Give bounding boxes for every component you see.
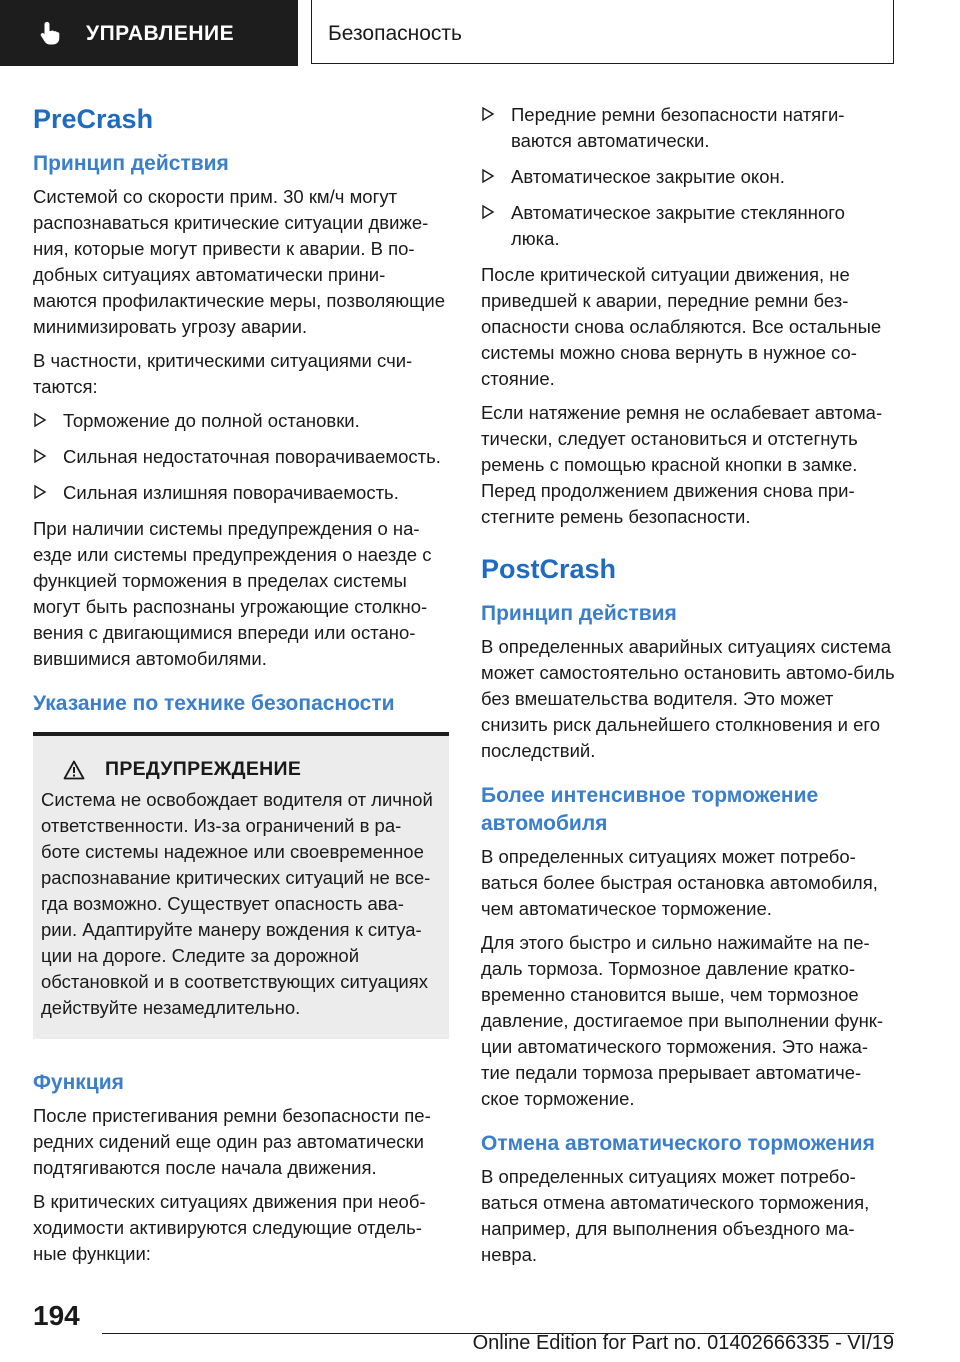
paragraph: В определенных аварийных ситуациях система может самостоятельно остановить автомо-биль без вмешательства водителя. Это может снизить риск дальнейшего столкновения и его последствий. (481, 636, 895, 761)
list-item (481, 164, 897, 190)
triangle-bullet-icon (33, 483, 47, 501)
hand-pointer-icon (38, 20, 64, 46)
warning-header (41, 758, 439, 781)
chapter-tab[interactable] (0, 0, 298, 66)
list-item (33, 444, 449, 470)
list-item-text: Сильная недостаточная поворачиваемость. (63, 446, 441, 467)
warning-box (33, 732, 449, 1039)
cancel-heading: Отмена автоматического торможения (481, 1132, 875, 1155)
paragraph: В частности, критическими ситуациями счи-таются: (33, 350, 413, 397)
braking-heading: Более интенсивное торможение автомобиля (481, 784, 819, 835)
paragraph: В определенных ситуациях может потребо-ваться более быстрая остановка автомобиля, чем автоматическое торможение. (481, 846, 878, 919)
paragraph: В критических ситуациях движения при необ-ходимости активируются следующие отдель-ные функции: (33, 1191, 426, 1264)
list-item (481, 200, 897, 252)
paragraph: В определенных ситуациях может потребо-ваться отмена автоматического торможения, например, для выполнения объездного ма-невра. (481, 1166, 870, 1265)
section-tab[interactable] (311, 0, 894, 64)
postcrash-title: PostCrash (481, 554, 617, 584)
list-item-text: Передние ремни безопасности натяги-ваются автоматически. (511, 104, 845, 151)
function-heading: Функция (33, 1071, 124, 1094)
page-header (0, 0, 960, 66)
list-item (33, 408, 449, 434)
warning-text: Система не освобождает водителя от личной ответственности. Из-за ограничений в ра-боте системы надежное или своевременное распознавание критических ситуаций не все-гда возможно. Существует опасность ава-рии. Адаптируйте манеру вождения к ситуа-ции на дороге. Следите за дорожной обстановкой и в соответствующих ситуациях действуйте незамедлительно. (41, 789, 433, 1018)
list-item (481, 102, 897, 154)
functions-list (481, 102, 897, 252)
list-item-text: Автоматическое закрытие стеклянного люка. (511, 202, 845, 249)
paragraph: Если натяжение ремня не ослабевает автома-тически, следует остановиться и отстегнуть ремень с помощью красной кнопки в замке. Перед продолжением движения снова при-стегните ремень безопасности. (481, 402, 883, 527)
warning-triangle-icon (63, 760, 85, 780)
paragraph: Для этого быстро и сильно нажимайте на пе-даль тормоза. Тормозное давление кратко-временно становится выше, чем тормозное давление, достигаемое при выполнении функ-ции автоматического торможения. Это нажа-тие педали тормоза прерывает автоматиче-ское торможение. (481, 932, 884, 1109)
right-column (481, 96, 897, 1276)
chapter-label: УПРАВЛЕНИЕ (86, 22, 235, 45)
triangle-bullet-icon (33, 411, 47, 429)
warning-title: ПРЕДУПРЕЖДЕНИЕ (105, 758, 302, 780)
paragraph: Системой со скорости прим. 30 км/ч могут распознаваться критические ситуации движе-ния, которые могут привести к аварии. В по-добных ситуациях автоматически прини-маются профилактические меры, позволяющие минимизировать угрозу аварии. (33, 186, 446, 337)
paragraph: После критической ситуации движения, не приведшей к аварии, передние ремни без-опасности снова ослабляются. Все остальные системы можно снова вернуть в нужное со-стояние. (481, 264, 882, 389)
safety-heading: Указание по технике безопасности (33, 692, 395, 715)
triangle-bullet-icon (33, 447, 47, 465)
critical-situations-list (33, 408, 449, 506)
list-item-text: Торможение до полной остановки. (63, 410, 360, 431)
page-number: 194 (33, 1300, 80, 1331)
principle-heading: Принцип действия (481, 602, 677, 625)
footer-edition: Online Edition for Part no. 01402666335 - VI/19 (472, 1332, 894, 1354)
section-label: Безопасность (328, 22, 462, 45)
triangle-bullet-icon (481, 203, 495, 221)
paragraph: После пристегивания ремни безопасности пе-редних сидений еще один раз автоматически подтягиваются после начала движения. (33, 1105, 431, 1178)
list-item-text: Сильная излишняя поворачиваемость. (63, 482, 399, 503)
list-item-text: Автоматическое закрытие окон. (511, 166, 785, 187)
triangle-bullet-icon (481, 167, 495, 185)
triangle-bullet-icon (481, 105, 495, 123)
left-column (33, 96, 449, 1275)
paragraph: При наличии системы предупреждения о на-езде или системы предупреждения о наезде с функцией торможения в пределах системы могут быть распознаны угрожающие столкно-вения с двигающимися впереди или остано-вившимися автомобилями. (33, 518, 432, 669)
principle-heading: Принцип действия (33, 152, 229, 175)
list-item (33, 480, 449, 506)
precrash-title: PreCrash (33, 104, 154, 134)
